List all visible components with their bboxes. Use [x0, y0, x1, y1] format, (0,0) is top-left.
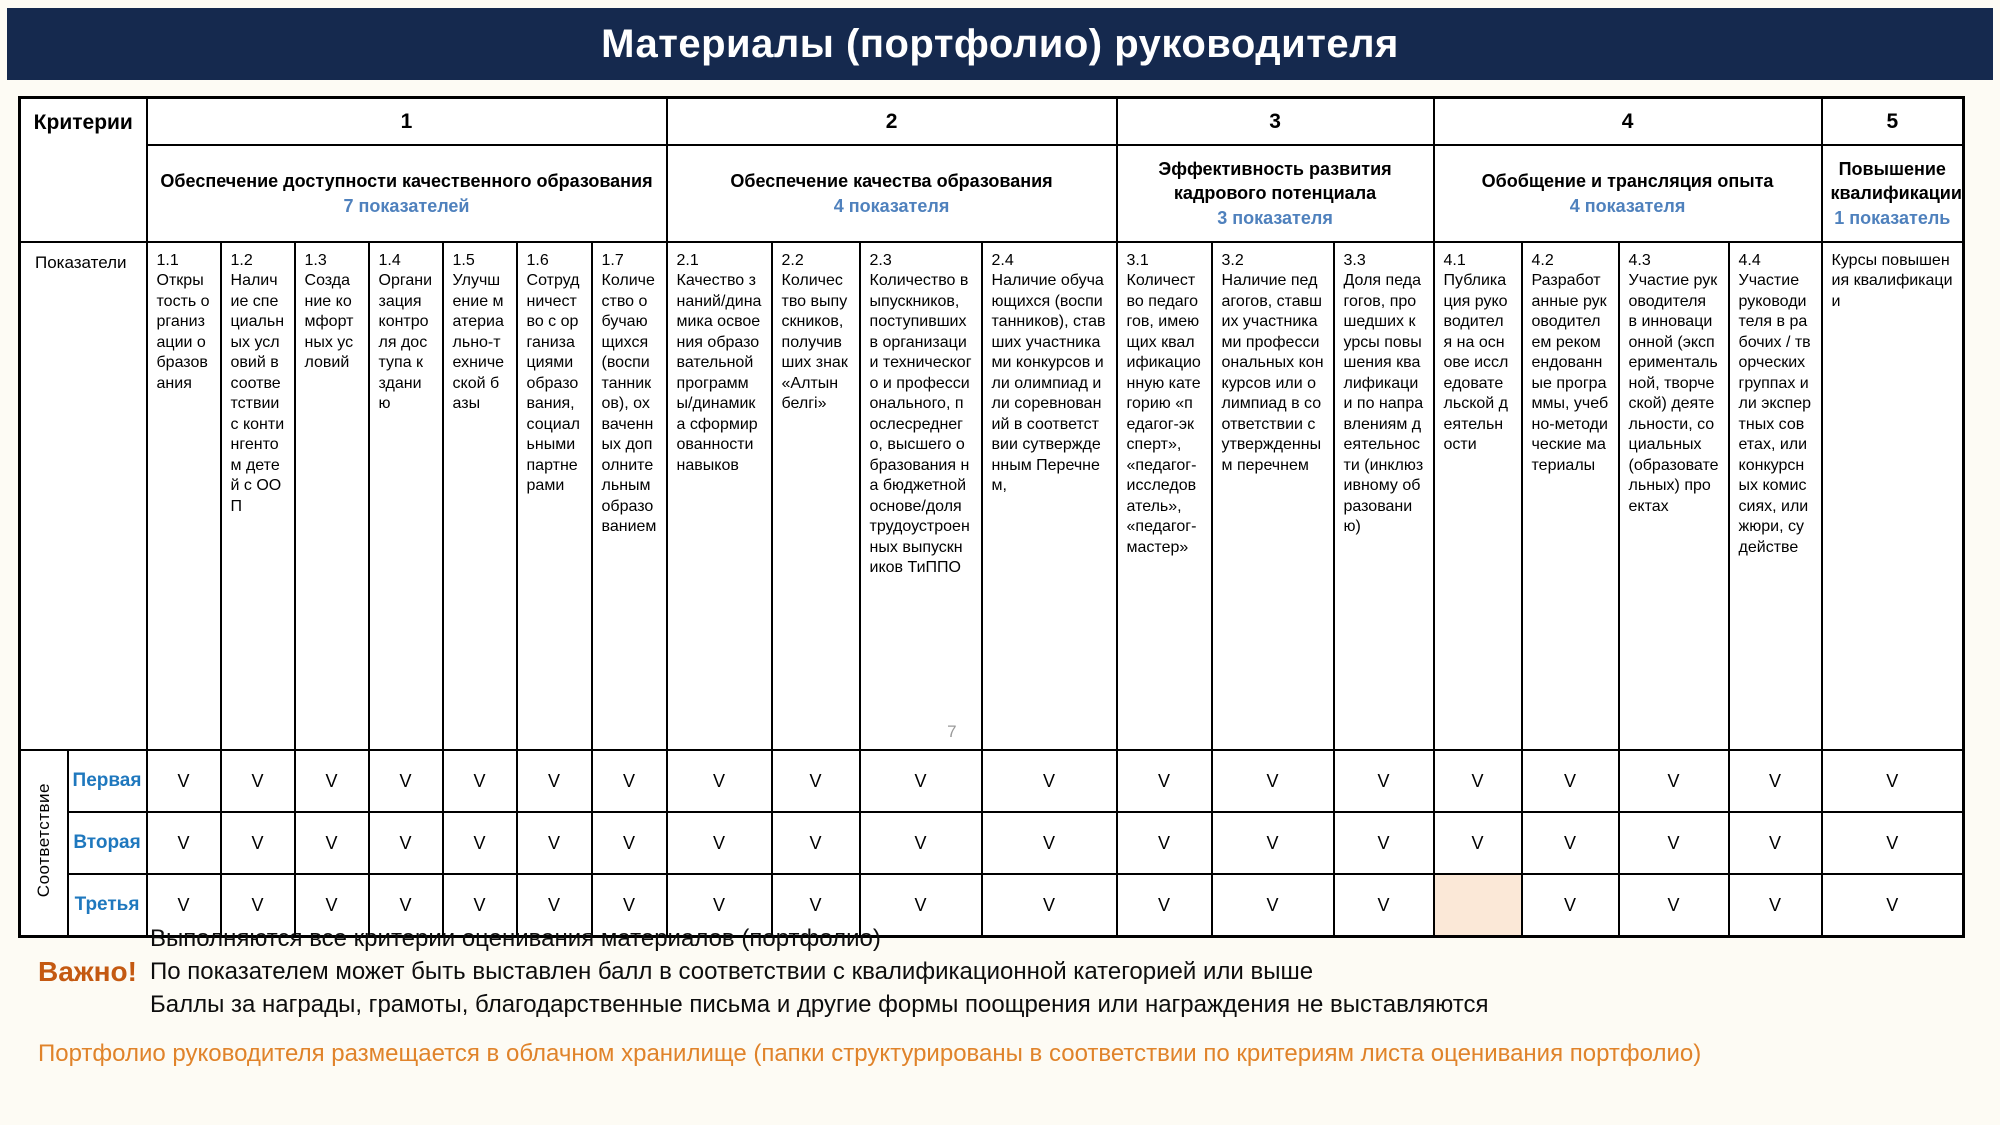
indicator-text: Сотрудничество с организациями образования, социальными партнерами [526, 272, 580, 495]
check-cell: V [1117, 874, 1212, 937]
indicator-cell [517, 242, 592, 750]
group-name-cell [147, 145, 667, 242]
important-label: Важно! [38, 955, 137, 987]
indicator-text: Публикация руководителя на основе исследовательской деятельности [1443, 272, 1509, 454]
indicator-cell [772, 242, 860, 750]
indicator-cell [1729, 242, 1822, 750]
check-cell: V [667, 874, 772, 937]
title-bar [7, 8, 1993, 80]
check-cell: V [1522, 812, 1619, 874]
check-cell: V [1117, 750, 1212, 812]
indicator-text: Доля педагогов, прошедших курсы повышения квалификации по направлениям деятельности (инклюзивному образованию) [1343, 272, 1424, 536]
check-cell: V [1522, 750, 1619, 812]
indicator-cell [592, 242, 667, 750]
check-cell: V [860, 812, 982, 874]
indicator-cell [667, 242, 772, 750]
check-cell: V [1822, 874, 1964, 937]
check-cell: V [295, 750, 369, 812]
category-row-label: Первая [68, 750, 147, 812]
group-name-row [20, 145, 1964, 242]
group-name: Эффективность развития кадрового потенциала [1158, 159, 1392, 203]
footer-note: Портфолио руководителя размещается в облачном хранилище (папки структурированы в соответствии по критериям листа оценивания портфолио) [38, 1040, 1702, 1067]
indicator-code: 1.7 [601, 252, 624, 269]
group-name: Обеспечение доступности качественного образования [160, 170, 653, 191]
check-cell: V [982, 812, 1117, 874]
check-cell: V [1822, 750, 1964, 812]
indicator-text: Количество выпускников, поступивших в организации технического и профессионального, послесреднего, высшего образования на бюджетной основе/доля трудоустроенных выпускников ТиППО [869, 272, 972, 577]
criteria-table [18, 96, 1965, 938]
check-cell: V [517, 812, 592, 874]
check-cell: V [147, 750, 221, 812]
indicator-cell [1117, 242, 1212, 750]
slide-title: Материалы (портфолио) руководителя [601, 21, 1399, 66]
check-cell: V [369, 874, 443, 937]
check-cell: V [369, 812, 443, 874]
check-cell: V [1729, 812, 1822, 874]
group-indicator-count: 4 показателя [1569, 196, 1686, 217]
indicator-text: Улучшение материально-технической базы [452, 272, 505, 413]
indicator-cell [1212, 242, 1334, 750]
note-line: Выполняются все критерии оценивания материалов (портфолио) [150, 925, 881, 952]
check-cell: V [443, 812, 517, 874]
group-indicator-count: 4 показателя [833, 196, 950, 217]
indicator-cell [221, 242, 295, 750]
check-cell: V [369, 750, 443, 812]
group-name: Обобщение и трансляция опыта [1481, 170, 1774, 191]
check-cell: V [295, 812, 369, 874]
group-number-cell: 2 [667, 98, 1117, 146]
group-number-cell: 3 [1117, 98, 1434, 146]
check-cell: V [147, 812, 221, 874]
indicator-code: 4.1 [1443, 252, 1466, 269]
check-cell: V [1212, 750, 1334, 812]
compliance-row-second [20, 812, 1964, 874]
check-cell: V [1434, 750, 1522, 812]
check-cell: V [221, 812, 295, 874]
indicator-code: 1.2 [230, 252, 253, 269]
indicator-code: 4.3 [1628, 252, 1651, 269]
indicator-cell [443, 242, 517, 750]
check-cell: V [1212, 874, 1334, 937]
indicator-code: 1.1 [156, 252, 179, 269]
compliance-label-cell [20, 750, 68, 937]
indicator-text: Участие руководителя в рабочих / творческих группах или экспертных советах, или конкурсных комиссиях, или жюри, судействе [1738, 272, 1812, 556]
check-cell: V [592, 874, 667, 937]
indicators-row [20, 242, 1964, 750]
group-name-cell [1117, 145, 1434, 242]
indicator-cell [295, 242, 369, 750]
note-line: По показателем может быть выставлен балл в соответствии с квалификационной категорией или выше [150, 958, 1314, 986]
check-cell: V [1334, 874, 1434, 937]
indicator-code: 1.6 [526, 252, 549, 269]
check-cell: V [443, 874, 517, 937]
indicator-text: Количество педагогов, имеющих квалификационную категорию «педагог-эксперт», «педагог-исследователь», «педагог-мастер» [1126, 272, 1201, 556]
check-cell: V [1212, 812, 1334, 874]
indicator-cell [147, 242, 221, 750]
indicator-code: 4.4 [1738, 252, 1761, 269]
check-cell: V [772, 874, 860, 937]
check-cell: V [221, 750, 295, 812]
check-cell: V [1434, 812, 1522, 874]
criteria-table-wrap [18, 96, 1965, 938]
check-cell: V [667, 750, 772, 812]
indicator-cell [1619, 242, 1729, 750]
compliance-label: Соответствие [33, 783, 53, 898]
group-number-row [20, 98, 1964, 146]
indicator-cell [1822, 242, 1964, 750]
check-cell: V [667, 812, 772, 874]
check-cell: V [982, 874, 1117, 937]
check-cell: V [860, 750, 982, 812]
group-number-cell: 1 [147, 98, 667, 146]
group-name: Повышение квалификации [1830, 159, 1962, 203]
check-cell: V [443, 750, 517, 812]
page-number: 7 [947, 722, 957, 742]
indicator-code: 1.4 [378, 252, 401, 269]
check-cell: V [1822, 812, 1964, 874]
indicator-text: Открытость организации образования [156, 272, 210, 392]
check-cell: V [1619, 874, 1729, 937]
check-cell: V [517, 874, 592, 937]
indicator-text: Создание комфортных условий [304, 272, 354, 372]
indicator-text: Организация контроля доступа к зданию [378, 272, 433, 413]
indicator-code: 1.5 [452, 252, 475, 269]
check-cell: V [1522, 874, 1619, 937]
check-cell: V [147, 874, 221, 937]
group-number-cell: 4 [1434, 98, 1822, 146]
check-cell: V [592, 750, 667, 812]
check-cell: V [517, 750, 592, 812]
compliance-row-first [20, 750, 1964, 812]
check-cell: V [1619, 812, 1729, 874]
check-cell: V [221, 874, 295, 937]
group-indicator-count: 1 показатель [1834, 207, 1951, 228]
indicator-code: 3.3 [1343, 252, 1366, 269]
check-cell: V [1729, 874, 1822, 937]
indicator-cell [982, 242, 1117, 750]
criteria-header-cell: Критерии [20, 98, 147, 243]
check-cell: V [982, 750, 1117, 812]
indicator-code: 2.1 [676, 252, 699, 269]
indicator-code: 4.2 [1531, 252, 1554, 269]
note-line: Баллы за награды, грамоты, благодарственные письма и другие формы поощрения или награждения не выставляются [150, 991, 1489, 1019]
indicator-text: Участие руководителя в инновационной (экспериментальной, творческой) деятельности, социальных (образовательных) проектах [1628, 272, 1719, 515]
group-name: Обеспечение качества образования [730, 170, 1053, 191]
indicator-cell [1434, 242, 1522, 750]
indicator-cell [369, 242, 443, 750]
check-cell: V [1619, 750, 1729, 812]
check-cell: V [1334, 812, 1434, 874]
note-lines [150, 922, 1488, 1021]
indicator-text: Наличие специальных условий в соответствии с контингентом детей с ООП [230, 272, 285, 515]
check-cell: V [772, 750, 860, 812]
check-cell: V [592, 812, 667, 874]
group-name-cell [1434, 145, 1822, 242]
indicator-text: Наличие педагогов, ставших участниками профессиональных конкурсов или олимпиад в соответствии с утвержденным перечнем [1221, 272, 1324, 474]
check-cell: V [772, 812, 860, 874]
check-cell: V [1334, 750, 1434, 812]
indicator-text: Количество обучающихся (воспитанников), охваченных дополнительным образованием [601, 272, 657, 536]
check-cell: V [860, 874, 982, 937]
indicator-cell [1334, 242, 1434, 750]
indicator-text: Наличие обучающихся (воспитанников), ставших участниками конкурсов или олимпиад или соревнований в соответствии сутвержденным Перечнем, [991, 272, 1106, 495]
indicator-cell [1522, 242, 1619, 750]
indicator-code: 3.1 [1126, 252, 1149, 269]
indicator-code: 2.4 [991, 252, 1014, 269]
indicator-code: 3.2 [1221, 252, 1244, 269]
group-indicator-count: 3 показателя [1217, 207, 1333, 228]
check-cell: V [1117, 812, 1212, 874]
group-name-cell [667, 145, 1117, 242]
category-row-label: Третья [68, 874, 147, 937]
check-cell: V [1729, 750, 1822, 812]
indicator-cell [860, 242, 982, 750]
indicator-code: 1.3 [304, 252, 327, 269]
group-name-cell [1822, 145, 1964, 242]
indicator-code: 2.2 [781, 252, 804, 269]
indicator-text: Курсы повышения квалификации [1831, 252, 1953, 310]
indicator-code: 2.3 [869, 252, 892, 269]
indicator-text: Количество выпускников, получивших знак «Алтын белгі» [781, 272, 848, 413]
check-cell: V [295, 874, 369, 937]
indicators-label-cell: Показатели [20, 242, 147, 750]
indicator-text: Качество знаний/динамика освоения образовательной программы/динамика сформированности навыков [676, 272, 762, 474]
group-number-cell: 5 [1822, 98, 1964, 146]
category-row-label: Вторая [68, 812, 147, 874]
indicator-text: Разработанные руководителем рекомендованные программы, учебно-методические материалы [1531, 272, 1609, 474]
important-notes [38, 922, 1968, 1021]
group-indicator-count: 7 показателей [343, 196, 470, 217]
